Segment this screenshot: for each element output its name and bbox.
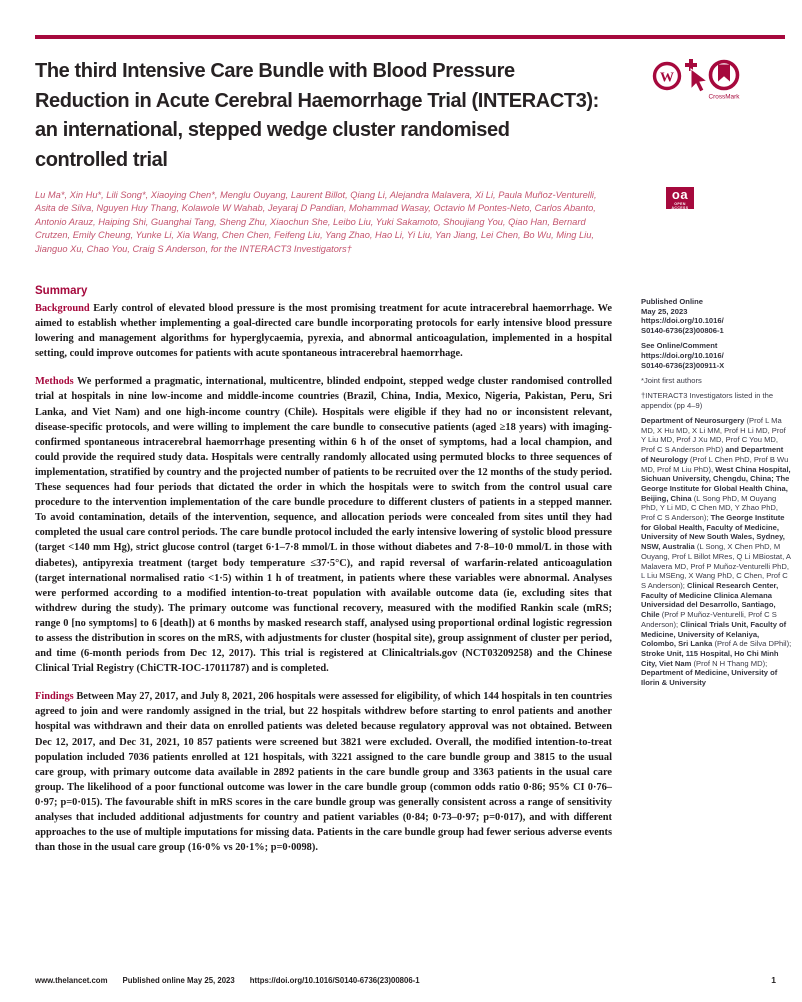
page-footer — [35, 976, 755, 985]
footer-doi-link[interactable]: https://doi.org/10.1016/S0140-6736(23)00806-1 — [249, 976, 420, 985]
authors-line: Lu Ma*, Xin Hu*, Lili Song*, Xiaoying Chen*, Menglu Ouyang, Laurent Billot, Qiang Li, Alejandra Malavera, Xi Li, Paula Muñoz-Venturelli, Asita de Silva, Nguyen Huy Thang, Kolawole W Wahab, Jeyaraj D Pandian, Mohammad Wasay, Octavio M Pontes-Neto, Carlos Abanto, Antonio Arauz, Haiping Shi, Guanghai Tang, Sheng Zhu, Xiaochun She, Leibo Liu, Yuki Sakamoto, Shoujiang You, Qiao Han, Bernard Crutzen, Emily Cheung, Yunke Li, Xia Wang, Chen Chen, Feifeng Liu, Yang Zhao, Hao Li, Yi Liu, Yan Jiang, Lei Chen, Bo Wu, Ming Liu, Jianguo Xu, Chao You, Craig S Anderson, for the INTERACT3 Investigators† — [35, 190, 597, 254]
methods-text: We performed a pragmatic, international, multicentre, blinded endpoint, stepped wedge cluster randomised controlled trial at hospitals in nine low-income and middle-income countries (Brazil, China, India, Mexico, Nigeria, Pakistan, Peru, Sri Lanka, and Viet Nam) and one high-income country (Chile). Hospitals were eligible if they had no or inconsistent relevant, disease-specific protocols, and were willing to implement the care bundle to consecutive patients (aged ≥18 years) with imaging-confirmed spontaneous intracerebral haemorrhage presenting within 6 h of the onset of symptoms, had a local champion, and could provide the required study data. Hospitals were centrally randomly allocated using permuted blocks to three sequences of implementation, stratified by country and the projected number of patients to be recruited over the 12 months of the study period. These sequences had four periods that dictated the order in which the hospitals were to switch from the control usual care procedure to the intervention implementation of the care bundle procedure to different clusters of patients in a stepped manner. To avoid contamination, details of the intervention, sequence, and allocation periods were concealed from sites until they had completed the usual care control periods. The care bundle protocol included the early intensive lowering of systolic blood pressure (target <140 mm Hg), strict glucose control (target 6·1–7·8 mmol/L in those without diabetes and 7·8–10·0 mmol/L in those with diabetes), antipyrexia treatment (target body temperature ≤37·5°C), and rapid reversal of warfarin-related anticoagulation (target international normalised ratio <1·5) within 1 h of treatment, in patients where these variables were abnormal. Analyses were performed according to a modified intention-to-treat population with available outcome data (ie, excluding sites that withdrew during the study). The primary outcome was functional recovery, measured with the modified Rankin scale (mRS; range 0 [no symptoms] to 6 [death]) at 6 months by masked research staff, analysed using proportional ordinal logistic regression to assess the distribution in scores on the mRS, with adjustments for cluster (hospital site), group assignment of cluster per period, and time (6-month periods from Dec 12, 2017). This trial is registered at Clinicaltrials.gov (NCT03209258) and the Chinese Clinical Trial Registry (ChiCTR-IOC-17011787) and is completed. — [35, 376, 612, 675]
doi-link[interactable]: S0140-6736(23)00806-1 — [641, 326, 724, 336]
findings-paragraph — [35, 689, 612, 855]
title-line: Reduction in Acute Cerebral Haemorrhage Trial (INTERACT3): — [35, 89, 599, 112]
header-icons — [650, 55, 750, 108]
svg-text:W: W — [660, 70, 674, 86]
open-access-oa: oa — [671, 187, 689, 202]
title-line: The third Intensive Care Bundle with Blood Pressure — [35, 60, 515, 82]
investigators-note: †INTERACT3 Investigators listed in the appendix (pp 4–9) — [641, 391, 774, 410]
doi-link[interactable]: S0140-6736(23)00911-X — [641, 360, 725, 370]
published-online: Published Online May 25, 2023 https://doi.org/10.1016/ S0140-6736(23)00806-1 — [641, 297, 724, 336]
crossmark-label: CrossMark — [708, 93, 740, 101]
open-access-label: OPEN ACCESS — [671, 202, 689, 210]
header-icons-svg — [650, 55, 750, 103]
title-line: controlled trial — [35, 148, 168, 171]
summary-section — [35, 285, 612, 868]
open-access-badge[interactable] — [666, 187, 694, 209]
findings-text: Between May 27, 2017, and July 8, 2021, 206 hospitals were assessed for eligibility, of which 144 hospitals in ten countries agreed to join and were randomly assigned in the trial, but 22 hospitals withdrew before starting to enrol patients and another hospital was withdrawn and their data on enrolled patients was deleted because regulatory approval was not obtained. Between Dec 12, 2017, and Dec 31, 2021, 10 857 patients were screened but 3821 were excluded. Overall, the modified intention-to-treat population included 7036 patients enrolled at 121 hospitals, with 3221 assigned to the care bundle group and 3815 to the usual care group, with primary outcome data available in 2892 patients in the care bundle group and 3363 patients in the usual care group. The likelihood of a poor functional outcome was lower in the care bundle group (common odds ratio 0·86; 95% CI 0·76–0·97; p=0·015). The favourable shift in mRS scores in the care bundle group was generally consistent across a range of sensitivity analyses that included additional adjustments for country and patient variables (0·84; 0·73–0·97; p=0·017), and with different approaches to the use of multiple imputations for missing data. Patients in the care bundle group had fewer serious adverse events than those in the usual care group (16·0% vs 20·1%; p=0·0098). — [35, 691, 612, 854]
background-text: Early control of elevated blood pressure is the most promising treatment for acute intracerebral haemorrhage. We aimed to establish whether implementing a goal-directed care bundle incorporating protocols for early intensive blood pressure lowering and management algorithms for hyperglycaemia, pyrexia, and abnormal anticoagulation, implemented in a hospital setting, could improve outcomes for patients with acute spontaneous intracerebral haemorrhage. — [35, 303, 612, 360]
affiliations: Department of Neurosurgery (Prof L Ma MD, X Hu MD, X Li MM, Prof H Li MD, Prof Y Liu MD, Prof J Xu MD, Prof C You MD, Prof C S Anderson PhD) and Department of Neurology (Prof L Chen PhD, Prof B Wu MD, Prof M Liu PhD), West China Hospital, Sichuan University, Chengdu, China; The George Institute for Global Health China, Beijing, China (L Song PhD, M Ouyang PhD, Y Li MD, C Chen MD, Y Zhao PhD, Prof C S Anderson); The George Institute for Global Health, Faculty of Medicine, University of New South Wales, Sydney, NSW, Australia (L Song, X Chen PhD, M Ouyang, Prof L Billot MRes, Q Li MBiostat, A Malavera MD, Prof P Muñoz-Venturelli PhD, L Liu MSEng, X Wang PhD, C Chen, Prof C S Anderson); Clinical Research Center, Faculty of Medicine Clinica Alemana Universidad del Desarrollo, Santiago, Chile (Prof P Muñoz-Venturelli, Prof C S Anderson); Clinical Trials Unit, Faculty of Medicine, University of Kelaniya, Colombo, Sri Lanka (Prof A de Silva DPhil); Stroke Unit, 115 Hospital, Ho Chi Minh City, Viet Nam (Prof N H Thang MD); Department of Medicine, University of Ilorin & University — [641, 416, 792, 688]
thelancet-link[interactable]: www.thelancet.com — [35, 976, 108, 985]
title-line: an international, stepped wedge cluster randomised — [35, 119, 510, 141]
joint-first-authors-note: *Joint first authors — [641, 375, 702, 385]
web-icon[interactable] — [655, 59, 708, 92]
footer-published: Published online May 25, 2023 — [122, 976, 235, 985]
background-paragraph — [35, 301, 612, 361]
doi-link[interactable]: https://doi.org/10.1016/ — [641, 316, 724, 326]
summary-heading: Summary — [35, 285, 88, 297]
see-online-comment: See Online/Comment https://doi.org/10.1016/ S0140-6736(23)00911-X — [641, 341, 725, 370]
header-rule — [35, 35, 785, 39]
findings-label: Findings — [35, 691, 74, 703]
sidebar-blocks — [641, 297, 792, 955]
page-number: 1 — [771, 975, 776, 985]
doi-link[interactable]: https://doi.org/10.1016/ — [641, 351, 724, 361]
background-label: Background — [35, 303, 90, 314]
crossmark-icon[interactable] — [709, 62, 741, 101]
page-title — [35, 57, 655, 175]
methods-label: Methods — [35, 376, 74, 388]
methods-paragraph — [35, 374, 612, 676]
